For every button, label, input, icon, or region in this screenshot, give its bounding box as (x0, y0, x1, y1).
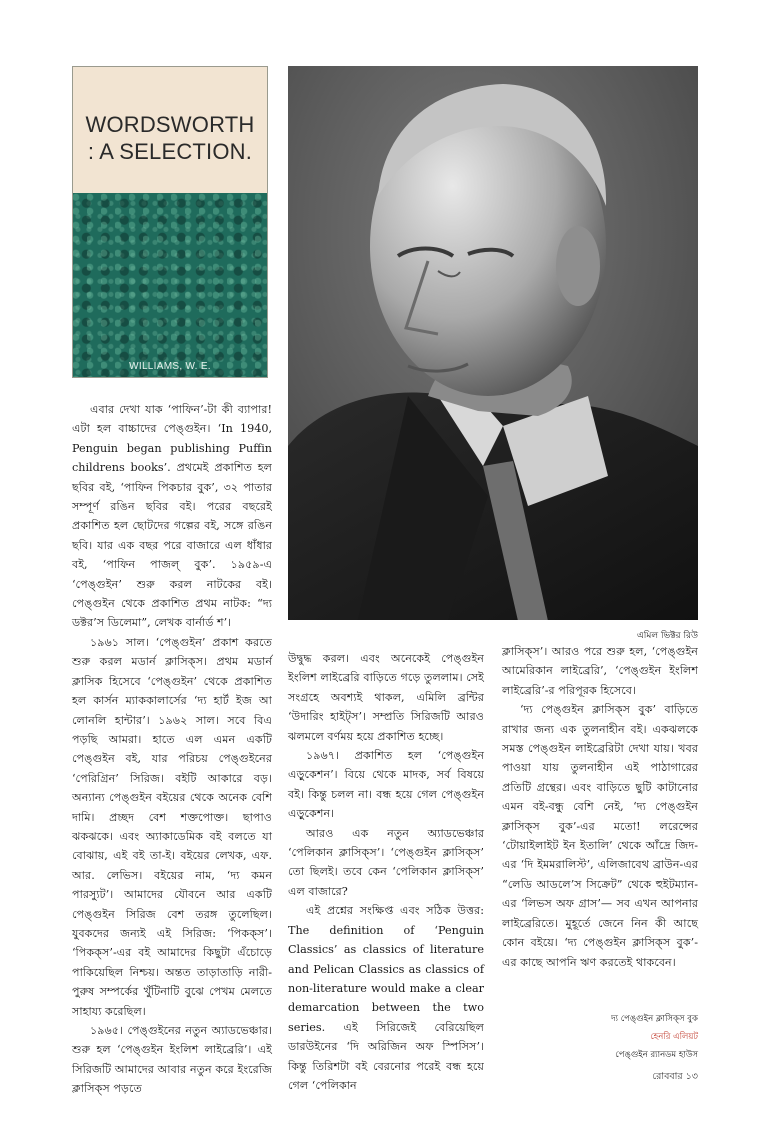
article-column-3 (502, 642, 698, 972)
book-cover-author: WILLIAMS, W. E. (129, 361, 211, 372)
article-column-1 (72, 400, 272, 1099)
article-paragraph: ক্লাসিক্‌স’। আরও পরে শুরু হল, ‘পেঙ্গুইন আমেরিকান লাইব্রেরি’, ‘পেঙ্গুইন ইংলিশ লাইব্রেরি’-র পরিপূরক হিসেবে। (502, 645, 698, 697)
credit-book-title: দ্য পেঙ্গুইন ক্লাসিক্‌স বুক (611, 1014, 698, 1024)
article-paragraph: ১৯৬৭। প্রকাশিত হল ‘পেঙ্গুইন এড়ুকেশন’। বিয়ে থেকে মাদক, সর্ব বিষয়ে বই। কিন্তু চলল না। বন্ধ হয়ে গেল পেঙ্গুইন এড়ুকেশন। (288, 749, 484, 821)
book-cover-title-panel (73, 67, 267, 193)
article-paragraph: ‘দ্য পেঙ্গুইন ক্লাসিক্‌স বুক’ বাড়িতে রাখার জন্য এক তুলনাহীন বই। একঝলকে সমস্ত পেঙ্গুইন লাইব্রেরিটা দেখা যায়। খবর পাওয়া যায় তুলনাহীন এই পাঠাগারের প্রতিটি গ্রন্থের। এবং বাড়িতে ছুটি কাটানোর এমন বই-বন্ধু বেশি নেই, ‘দ্য পেঙ্গুইন ক্লাসিক্‌স বুক’-এর মতো! লরেন্সের ‘টোয়াইলাইট ইন ইতালি’ থেকে আঁদ্রে জিদ-এর ‘দি ইমমরালিস্ট’, এলিজাবেথ ব্রাউন-এর “লেডি আডলে’স সিক্রেট” থেকে হুইটম্যান-এর ‘লিভস অফ গ্রাস’— সব এখন আপনার লাইব্রেরিতে। মুহূর্তে জেনে নিন কী আছে কোন বইয়ে। ‘দ্য পেঙ্গুইন ক্লাসিক্‌স বুক’-এর কাছে আপনি ঋণ করতেই থাকবেন। (502, 703, 698, 969)
article-paragraph: ১৯৬১ সাল। ‘পেঙ্গুইন’ প্রকাশ করতে শুরু করল মডার্ন ক্লাসিক্‌স। প্রথম মডার্ন ক্লাসিক হিসেবে ‘পেঙ্গুইন’ থেকে প্রকাশিত হল কার্সন ম্যাককালার্সের ‘দ্য হার্ট ইজ আ লোনলি হান্টার’। ১৯৬২ সাল। সবে বিএ পড়ছি আমরা। হাতে এল এমন একটি পেঙ্গুইন বই, যার পরিচয় পেঙ্গুইনের ‘পেরিগ্রিন’ সিরিজ। বইটি আকারে বড়। অন্যান্য পেঙ্গুইন বইয়ের থেকে অনেক বেশি দামি। প্রচ্ছদ বেশ শক্তপোক্ত। ছাপাও ঝকঝকে। এবং অ্যাকাডেমিক বই বলতে যা বোঝায়, এই বই তা-ই। বইয়ের লেখক, এফ. আর. লেভিস। বইয়ের নাম, ‘দ্য কমন পারস্যুট’। আমাদের যৌবনে আর একটি পেঙ্গুইন সিরিজ বেশ তরঙ্গ তুলেছিল। যুবকদের জন্যই এই সিরিজ: ‘পিকক্‌স’। ‘পিকক্‌স’-এর বই আমাদের কিছুটা এঁচোড়ে পাকিয়েছিল নিশ্চয়। অন্তত তাড়াতাড়ি নারী-পুরুষ সম্পর্কের খুঁটিনাটি বুঝে পেখম মেলতে সাহায্য করেছিল। (72, 635, 272, 1018)
book-cover-pattern (73, 193, 267, 378)
portrait-illustration (288, 66, 698, 620)
portrait-photo (288, 66, 698, 620)
book-cover (72, 66, 268, 378)
photo-caption: এমিল ভিক্টর রিউ (636, 631, 698, 641)
credit-publisher: পেঙ্গুইন র‍্যানডম হাউস (615, 1050, 698, 1060)
article-paragraph: আরও এক নতুন অ্যাডভেঞ্চার ‘পেলিকান ক্লাসিক্‌স’। ‘পেঙ্গুইন ক্লাসিক্‌স’ তো ছিলই। তবে কেন ‘পেলিকান ক্লাসিক্‌স’ এল বাজারে? (288, 826, 484, 898)
article-paragraph: এই প্রশ্নের সংক্ষিপ্ত এবং সঠিক উত্তর: The definition of ‘Penguin Classics’ as classics of literature and Pelican Classics as classics of non-literature would make a clear demarcation between the two series. এই সিরিজেই বেরিয়েছিল ডারউইনের ‘দি অরিজিন অফ স্পিসিস’। কিন্তু তিরিশটা বই বেরনোর পরেই বন্ধ হয়ে গেল ‘পেলিকান (288, 904, 484, 1092)
article-paragraph: ১৯৬৫। পেঙ্গুইনের নতুন অ্যাডভেঞ্চার। শুরু হল ‘পেঙ্গুইন ইংলিশ লাইব্রেরি’। এই সিরিজটি আমাদের আবার নতুন করে ইংরেজি ক্লাসিক্‌স পড়তে (72, 1024, 272, 1096)
article-paragraph: এবার দেখা যাক ‘পাফিন’-টা কী ব্যাপার! এটা হল বাচ্চাদের পেঙ্গুইন। ‘In 1940, Penguin began publishing Puffin childrens books’. প্রথমেই প্রকাশিত হল ছবির বই, ‘পাফিন পিকচার বুক’, ৩২ পাতার সম্পূর্ণ রঙিন ছবির বই। পরের বছরেই প্রকাশিত হল ছোটদের গল্পের বই, সঙ্গে রঙিন ছবি। যার এক বছর পরে বাজারে এল ধাঁধার বই, ‘পাফিন পাজল্ বুক’. ১৯৫৯-এ ‘পেঙ্গুইন’ শুরু করল নাটকের বই। পেঙ্গুইন থেকে প্রকাশিত প্রথম নাটক: “দ্য ডক্টর’স ডিলেমা”, লেখক বার্নার্ড শ’। (72, 403, 272, 630)
article-column-2 (288, 649, 484, 1095)
book-credits (611, 1010, 698, 1064)
credit-author: হেনরি এলিয়ট (650, 1032, 698, 1042)
page-footer: রোববার ১৩ (652, 1071, 698, 1082)
book-cover-title: WORDSWORTH : A SELECTION. (85, 112, 255, 164)
article-paragraph: উদ্বুদ্ধ করল। এবং অনেকেই পেঙ্গুইন ইংলিশ লাইব্রেরি বাড়িতে গড়ে তুললাম। সেই সংগ্রহে অবশ্যই থাকল, এমিলি ব্রন্টির ‘উদারিং হাইট্‌স’। সম্প্রতি সিরিজটি আরও ঝলমলে বর্ণময় হয়ে প্রকাশিত হচ্ছে। (288, 652, 484, 743)
